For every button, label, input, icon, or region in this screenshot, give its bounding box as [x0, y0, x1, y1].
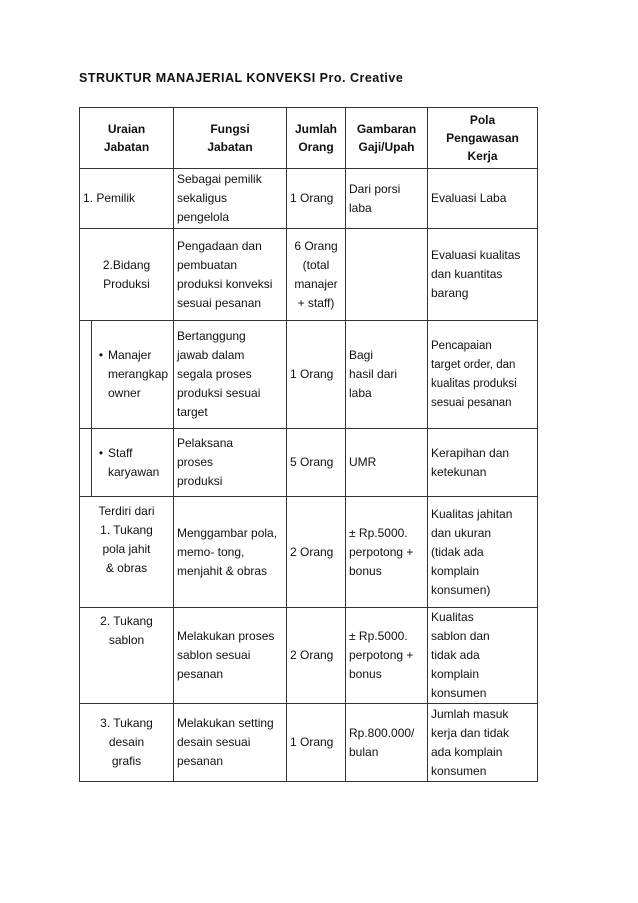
table-row — [80, 321, 538, 429]
bullet-icon: • — [98, 348, 104, 362]
cell-gaji: ± Rp.5000. perpotong + bonus — [346, 608, 428, 704]
cell-gaji: Dari porsi laba — [346, 169, 428, 229]
cell-jumlah: 2 Orang — [287, 608, 346, 704]
cell-jumlah: 2 Orang — [287, 497, 346, 608]
cell-gaji: ± Rp.5000. perpotong + bonus — [346, 497, 428, 608]
header-pola-pengawasan: Pola Pengawasan Kerja — [428, 108, 538, 169]
cell-fungsi: Melakukan setting desain sesuai pesanan — [174, 704, 287, 782]
cell-uraian: • Manajer merangkap owner — [80, 321, 174, 429]
cell-uraian: 2.Bidang Produksi — [80, 229, 174, 321]
cell-fungsi: Sebagai pemilik sekaligus pengelola — [174, 169, 287, 229]
cell-gaji: Bagi hasil dari laba — [346, 321, 428, 429]
cell-uraian: • Staff karyawan — [80, 429, 174, 497]
cell-jumlah: 1 Orang — [287, 704, 346, 782]
table-row — [80, 429, 538, 497]
cell-uraian: 1. Pemilik — [80, 169, 174, 229]
cell-gaji: Rp.800.000/ bulan — [346, 704, 428, 782]
cell-pola: Kualitas sablon dan tidak ada komplain konsumen — [428, 608, 538, 704]
cell-jumlah: 1 Orang — [287, 321, 346, 429]
table-row — [80, 169, 538, 229]
table-row — [80, 229, 538, 321]
cell-gaji — [346, 229, 428, 321]
cell-uraian: 3. Tukang desain grafis — [80, 704, 174, 782]
cell-fungsi: Pelaksana proses produksi — [174, 429, 287, 497]
table-row — [80, 704, 538, 782]
header-gambaran-gaji: Gambaran Gaji/Upah — [346, 108, 428, 169]
cell-uraian: 2. Tukang sablon — [80, 608, 174, 704]
group-label: Terdiri dari — [98, 504, 155, 518]
cell-pola: Kualitas jahitan dan ukuran (tidak ada komplain konsumen) — [428, 497, 538, 608]
cell-pola: Evaluasi Laba — [428, 169, 538, 229]
cell-pola: Pencapaian target order, dan kualitas produksi sesuai pesanan — [428, 321, 538, 429]
cell-jumlah: 6 Orang (total manajer + staff) — [287, 229, 346, 321]
group-item: 1. Tukang pola jahit & obras — [100, 523, 153, 575]
document-title: STRUKTUR MANAJERIAL KONVEKSI Pro. Creative — [79, 71, 404, 85]
cell-fungsi: Melakukan proses sablon sesuai pesanan — [174, 608, 287, 704]
cell-fungsi: Pengadaan dan pembuatan produksi konveksi sesuai pesanan — [174, 229, 287, 321]
header-jumlah-orang: Jumlah Orang — [287, 108, 346, 169]
bullet-icon: • — [98, 445, 104, 460]
header-fungsi-jabatan: Fungsi Jabatan — [174, 108, 287, 169]
table-header-row — [80, 108, 538, 169]
cell-gaji: UMR — [346, 429, 428, 497]
cell-jumlah: 1 Orang — [287, 169, 346, 229]
cell-jumlah: 5 Orang — [287, 429, 346, 497]
table-row — [80, 497, 538, 608]
management-structure-table — [79, 107, 538, 782]
table-row — [80, 608, 538, 704]
header-uraian-jabatan: Uraian Jabatan — [80, 108, 174, 169]
nested-cell-divider — [91, 321, 92, 497]
cell-uraian — [80, 497, 174, 608]
cell-pola: Kerapihan dan ketekunan — [428, 429, 538, 497]
cell-pola: Jumlah masuk kerja dan tidak ada komplain konsumen — [428, 704, 538, 782]
cell-fungsi: Bertanggung jawab dalam segala proses produksi sesuai target — [174, 321, 287, 429]
cell-pola: Evaluasi kualitas dan kuantitas barang — [428, 229, 538, 321]
cell-fungsi: Menggambar pola, memo- tong, menjahit & obras — [174, 497, 287, 608]
